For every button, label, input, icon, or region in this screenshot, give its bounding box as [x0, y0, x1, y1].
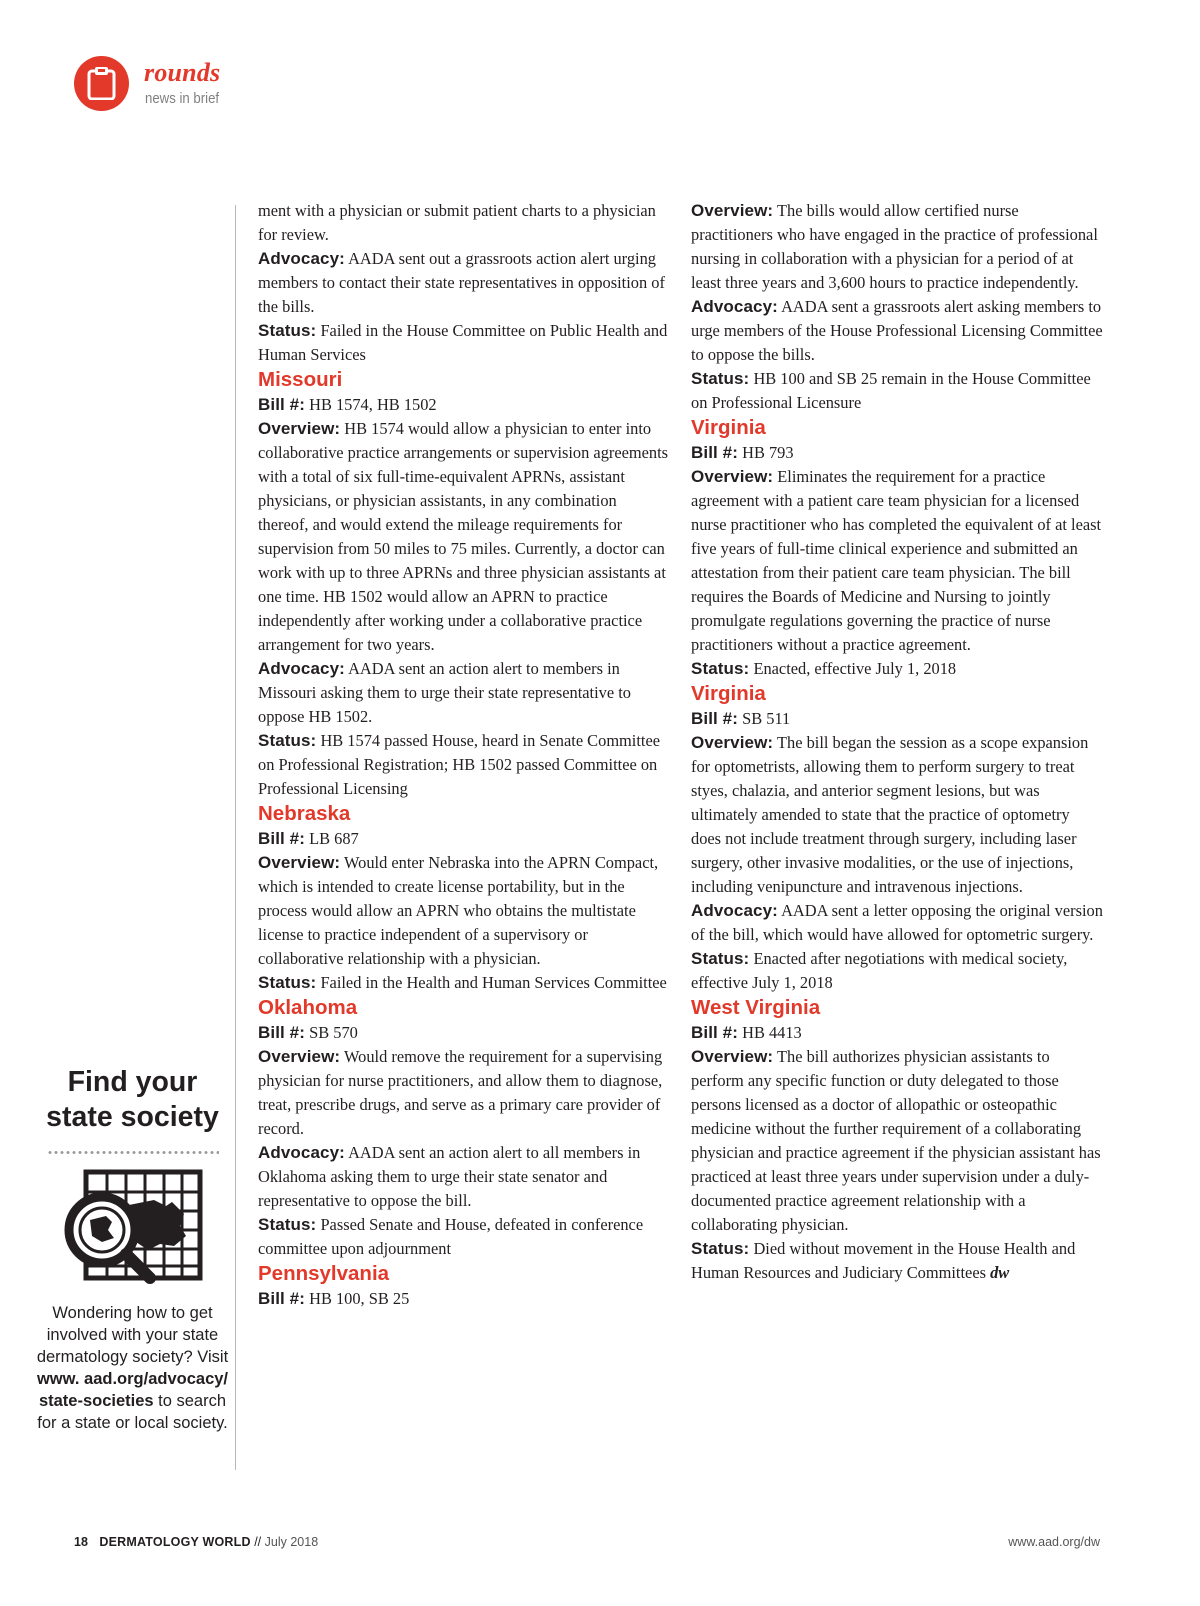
- issue-date: July 2018: [264, 1535, 319, 1549]
- section-header: [74, 56, 274, 116]
- state-heading: Oklahoma: [258, 996, 358, 1019]
- state-heading: Pennsylvania: [258, 1262, 390, 1285]
- advocacy: Advocacy: AADA sent an action alert to members in Missouri asking them to urge their state representative to oppose HB 1502.: [258, 659, 631, 726]
- advocacy: Advocacy: AADA sent an action alert to all members in Oklahoma asking them to urge their state senator and representative to oppose the bill.: [258, 1143, 641, 1210]
- status: Status: HB 1574 passed House, heard in Senate Committee on Professional Registration; HB 1502 passed Committee on Professional Licensing: [258, 731, 661, 798]
- status: Status: Passed Senate and House, defeated in conference committee upon adjournment: [258, 1215, 644, 1258]
- state-societies-link[interactable]: www. aad.org/advocacy/ state-societies: [36, 1370, 229, 1410]
- magazine-name: DERMATOLOGY WORLD: [99, 1535, 251, 1549]
- overview: Overview: The bills would allow certified nurse practitioners who have engaged in the practice of professional nursing in collaboration with a physician for a period of at least three years and 3,600 hours to practice independently.: [691, 201, 1098, 292]
- sidebar-text: Wondering how to get involved with your state dermatology society? Visit www. aad.org/advocacy/ state-societies to search for a state or local society.: [36, 1304, 229, 1432]
- footer-separator: //: [254, 1535, 262, 1549]
- magnifier-map-icon: [62, 1166, 204, 1288]
- page-footer: [74, 1535, 318, 1549]
- entry-oklahoma: [258, 995, 670, 1261]
- sidebar-title-line1: Find your: [67, 1066, 198, 1098]
- advocacy: Advocacy: AADA sent a letter opposing the original version of the bill, which would have allowed for optometric surgery.: [691, 901, 1103, 944]
- entry-virginia-sb511: [691, 681, 1103, 995]
- entry-pennsylvania-continued: [691, 199, 1103, 415]
- bill-number: Bill #: HB 1574, HB 1502: [258, 395, 437, 414]
- bill-number: Bill #: HB 4413: [691, 1023, 802, 1042]
- dotted-divider: [47, 1151, 219, 1154]
- overview: Overview: Eliminates the requirement for a practice agreement with a patient care team physician for a licensed nurse practitioner who has completed the equivalent of at least five years of full-time clinical experience and submitted an attestation from their patient care team physician. The bill requires the Boards of Medicine and Nursing to jointly promulgate regulations governing the practice of nurse practitioners without a practice agreement.: [691, 467, 1102, 654]
- state-heading: Missouri: [258, 368, 343, 391]
- advocacy: Advocacy: AADA sent a grassroots alert asking members to urge members of the House Professional Licensing Committee to oppose the bills.: [691, 297, 1103, 364]
- clipboard-icon: [87, 67, 116, 100]
- status: Status: HB 100 and SB 25 remain in the House Committee on Professional Licensure: [691, 369, 1091, 412]
- bill-number: Bill #: HB 793: [691, 443, 794, 462]
- footer-url[interactable]: www.aad.org/dw: [1008, 1535, 1100, 1549]
- article-column-right: [691, 199, 1103, 1285]
- section-badge: [74, 56, 129, 111]
- status: Status: Failed in the Health and Human Services Committee: [258, 973, 667, 992]
- sidebar-title-line2: state society: [46, 1101, 219, 1133]
- status: Status: Enacted after negotiations with medical society, effective July 1, 2018: [691, 949, 1068, 992]
- sidebar-title: [30, 1065, 235, 1135]
- signoff: dw: [990, 1263, 1010, 1282]
- overview: Overview: HB 1574 would allow a physician to enter into collaborative practice arrangements or supervision agreements with a total of six full-time-equivalent APRNs, assistant physicians, or physician assistants, in any combination thereof, and would extend the mileage requirements for supervision from 50 miles to 75 miles. Currently, a doctor can work with up to three APRNs and three physician assistants at one time. HB 1502 would allow an APRN to practice independently after working under a collaborative practice arrangement for two years.: [258, 419, 669, 654]
- sidebar-callout: [30, 1065, 235, 1434]
- state-heading: Virginia: [691, 682, 766, 705]
- overview: Overview: Would enter Nebraska into the APRN Compact, which is intended to create license portability, but in the process would allow an APRN who obtains the multistate license to practice independent of a supervisory or collaborative relationship with a physician.: [258, 853, 659, 968]
- bill-number: Bill #: LB 687: [258, 829, 359, 848]
- bill-number: Bill #: HB 100, SB 25: [258, 1289, 410, 1308]
- state-heading: Virginia: [691, 416, 766, 439]
- continued-advocacy: Advocacy: AADA sent out a grassroots action alert urging members to contact their state representatives in opposition of the bills.: [258, 249, 665, 316]
- state-heading: West Virginia: [691, 996, 821, 1019]
- overview: Overview: Would remove the requirement for a supervising physician for nurse practitioners, and allow them to diagnose, treat, prescribe drugs, and serve as a primary care provider of record.: [258, 1047, 663, 1138]
- continued-status: Status: Failed in the House Committee on Public Health and Human Services: [258, 321, 668, 364]
- overview: Overview: The bill began the session as a scope expansion for optometrists, allowing them to perform surgery to treat styes, chalazia, and anterior segment lesions, but was ultimately amended to state that the practice of optometry does not include treatment through surgery, including laser surgery, other invasive modalities, or the use of injections, including venipuncture and intravenous injections.: [691, 733, 1089, 896]
- overview: Overview: The bill authorizes physician assistants to perform any specific function or duty delegated to those persons licensed as a doctor of allopathic or osteopathic medicine without the further requirement of a collaborating physician and practice agreement if the physician assistant has practiced at least three years under supervision under a duly-documented practice agreement relationship with a collaborating physician.: [691, 1047, 1101, 1234]
- page-number: 18: [74, 1535, 88, 1549]
- entry-pennsylvania-start: [258, 1261, 670, 1311]
- continued-overview: ment with a physician or submit patient charts to a physician for review.: [258, 201, 656, 244]
- entry-nebraska: [258, 801, 670, 995]
- article-column-left: [258, 199, 670, 1311]
- state-heading: Nebraska: [258, 802, 351, 825]
- column-divider: [235, 205, 236, 1470]
- entry-virginia-hb793: [691, 415, 1103, 681]
- status: Status: Died without movement in the House Health and Human Resources and Judiciary Committees dw: [691, 1239, 1076, 1282]
- entry-missouri: [258, 367, 670, 801]
- status: Status: Enacted, effective July 1, 2018: [691, 659, 957, 678]
- bill-number: Bill #: SB 570: [258, 1023, 358, 1042]
- bill-number: Bill #: SB 511: [691, 709, 791, 728]
- section-title: rounds: [144, 58, 221, 87]
- entry-west-virginia: [691, 995, 1103, 1285]
- section-subtitle: news in brief: [145, 90, 220, 107]
